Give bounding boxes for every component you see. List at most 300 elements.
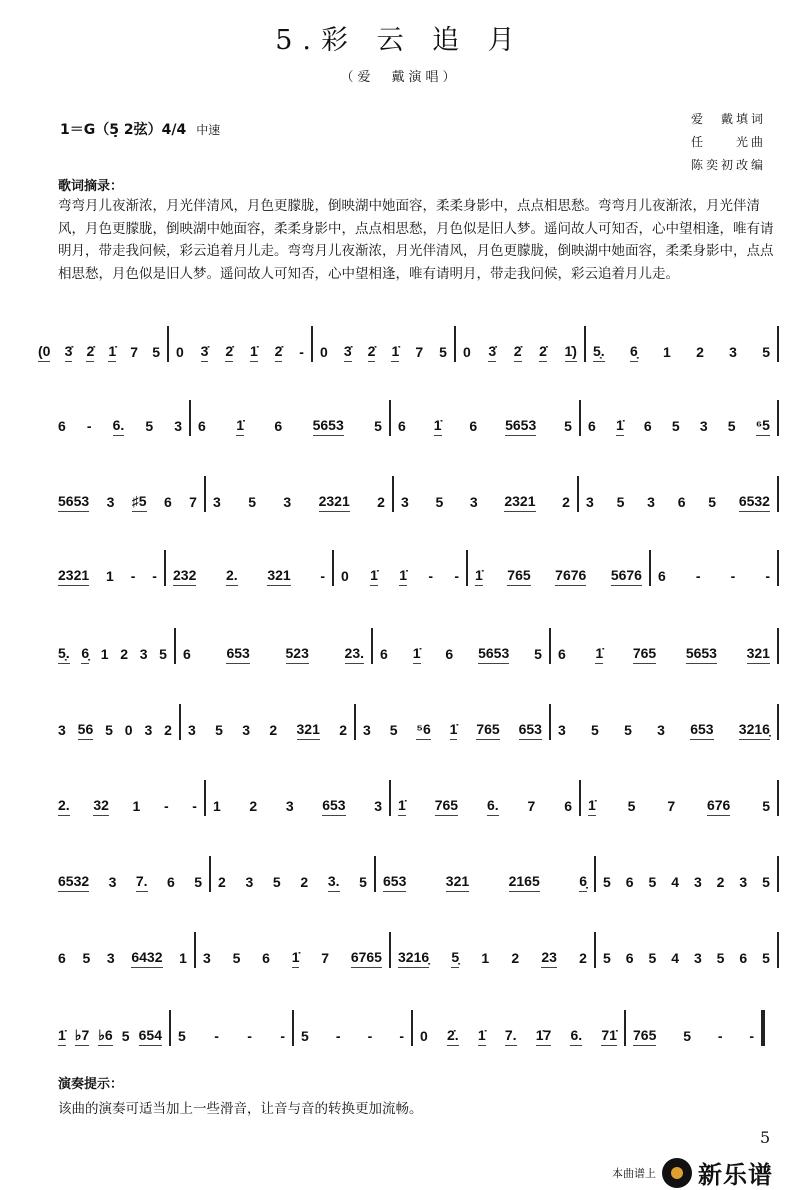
note-group: 1̇: [616, 417, 624, 436]
note-group: 2: [300, 874, 309, 890]
note-group: 1̇: [370, 567, 378, 586]
note-group: 5: [215, 722, 223, 738]
note-group: 3̇: [201, 343, 209, 362]
score-line: [0, 322, 800, 362]
note-group: 1̇7: [536, 1027, 552, 1046]
note-group: 6432: [131, 949, 162, 968]
barline: [761, 1010, 765, 1046]
note-group: 2321: [504, 493, 535, 512]
note-group: -: [86, 418, 92, 434]
note-group: -: [730, 568, 736, 584]
note-group: 3: [558, 722, 566, 738]
note-group: 3: [285, 798, 294, 814]
note-group: 232: [173, 567, 196, 586]
score-line: [0, 396, 800, 436]
note-group: 5: [762, 950, 770, 966]
note-group: 523: [286, 645, 309, 664]
measure: [50, 928, 195, 968]
key-signature: [60, 119, 220, 139]
note-group: 6: [274, 418, 283, 434]
note-group: 3: [139, 646, 148, 662]
measure: [595, 852, 778, 892]
note-group: 3216̣: [739, 721, 770, 740]
note-group: 6: [625, 950, 634, 966]
note-group: 7: [189, 494, 197, 510]
note-group: -: [299, 344, 304, 360]
measure: [333, 546, 467, 586]
note-group: 0: [320, 344, 328, 360]
note-group: 2̇: [275, 343, 283, 362]
note-group: 3: [469, 494, 478, 510]
note-group: 2321: [58, 567, 89, 586]
note-group: 5: [708, 494, 717, 510]
note-group: 3216̣: [398, 949, 429, 968]
note-group: 3: [188, 722, 196, 738]
singer: （爱 戴演唱）: [340, 70, 460, 85]
lyrics-text: 弯弯月儿夜渐浓，月光伴清风，月色更朦胧，倒映湖中她面容，柔柔身影中，点点相思愁。弯弯月儿夜渐浓，月光伴清风，月色更朦胧，倒映湖中她面容，柔柔身影中，点点相思愁，月色似是旧人梦。遥问故人可知否，心中望相逢，唯有请明月，带走我问候，彩云追着月儿走。弯弯月儿夜渐浓，月光伴清风，月色更朦胧，倒映湖中她面容，柔柔身影中，点点相思愁，月色似是旧人梦。遥问故人可知否，心中望相逢，唯有请明月，带走我问候，彩云追着月儿走。: [58, 198, 774, 282]
measure: [467, 546, 650, 586]
note-group: 6: [198, 418, 206, 434]
tempo: 中速: [196, 123, 221, 137]
measure: [50, 546, 165, 586]
note-group: 5: [121, 1028, 130, 1044]
note-group: 3: [106, 494, 115, 510]
note-group: 5653: [505, 417, 536, 436]
note-group: 2: [164, 722, 172, 738]
note-group: 5: [159, 646, 167, 662]
measure: [390, 396, 580, 436]
note-group: 1: [132, 798, 141, 814]
note-group: -: [428, 568, 433, 584]
note-group: 1̇: [399, 567, 407, 586]
note-group: 653: [519, 721, 542, 740]
note-group: 1: [481, 950, 490, 966]
measure: [412, 1006, 625, 1046]
note-group: 6: [469, 418, 478, 434]
note-group: -: [695, 568, 701, 584]
note-group: 6̣: [81, 645, 89, 664]
note-group: 765: [476, 721, 499, 740]
note-group: 7: [130, 344, 139, 360]
note-group: 5676: [611, 567, 642, 586]
note-group: ⁵6: [416, 721, 430, 740]
note-group: 6: [625, 874, 634, 890]
note-group: 6532: [739, 493, 770, 512]
note-group: ♯5: [132, 493, 147, 512]
barline: [777, 400, 779, 436]
note-group: 5: [762, 344, 770, 360]
note-group: 6: [658, 568, 666, 584]
measure: [650, 546, 778, 586]
note-group: 2.: [226, 567, 238, 586]
note-group: 6̣: [630, 343, 638, 362]
note-group: 2: [696, 344, 704, 360]
note-group: 5: [439, 344, 447, 360]
note-group: 2: [218, 874, 226, 890]
note-group: 1̇: [250, 343, 258, 362]
note-group: 5: [564, 418, 572, 434]
measure: [210, 852, 375, 892]
note-group: 5653: [686, 645, 717, 664]
note-group: 1̇: [478, 1027, 486, 1046]
note-group: 3̇: [344, 343, 352, 362]
note-group: 6: [558, 646, 566, 662]
measure: [585, 322, 778, 362]
barline: [777, 704, 779, 740]
note-group: 6: [643, 418, 652, 434]
measure: [580, 776, 778, 816]
note-group: 6: [380, 646, 388, 662]
note-group: 3.: [328, 873, 340, 892]
note-group: 2̇.: [447, 1027, 459, 1046]
note-group: 5: [627, 798, 636, 814]
note-group: 1̇: [588, 797, 596, 816]
score-line: [0, 700, 800, 740]
note-group: 5: [671, 418, 680, 434]
barline: [777, 628, 779, 664]
note-group: 6532: [58, 873, 89, 892]
measure: [165, 546, 333, 586]
note-group: 6: [739, 950, 748, 966]
note-group: 1̇): [565, 343, 577, 362]
note-group: 7.: [505, 1027, 517, 1046]
note-group: 1̇: [595, 645, 603, 664]
note-group: -: [454, 568, 459, 584]
note-group: -: [399, 1028, 404, 1044]
note-group: 5: [248, 494, 256, 510]
note-group: 5653: [478, 645, 509, 664]
measure: [50, 852, 210, 892]
note-group: 6̣: [579, 873, 587, 892]
note-group: ⁶5: [756, 417, 770, 436]
note-group: 6.: [113, 417, 125, 436]
note-group: 5: [82, 950, 91, 966]
note-group: 2̇: [368, 343, 376, 362]
measure: [312, 322, 455, 362]
note-group: 5: [534, 646, 542, 662]
barline: [777, 856, 779, 892]
note-group: 7.: [136, 873, 148, 892]
note-group: 2: [269, 722, 278, 738]
note-group: 6765: [351, 949, 382, 968]
credit-lyricist: 爱 戴填词: [690, 112, 766, 126]
barline: [777, 780, 779, 816]
note-group: (0: [38, 343, 50, 362]
note-group: 3: [739, 874, 748, 890]
note-group: 765: [435, 797, 458, 816]
note-group: 2165: [509, 873, 540, 892]
song-title: 5.彩 云 追 月: [275, 25, 525, 56]
note-group: 6: [445, 646, 454, 662]
note-group: 653: [383, 873, 406, 892]
note-group: 1̇: [434, 417, 442, 436]
tips-label: 演奏提示：: [58, 1077, 124, 1092]
note-group: 3: [699, 418, 708, 434]
note-group: 32: [93, 797, 109, 816]
note-group: 5: [727, 418, 736, 434]
note-group: 3: [363, 722, 371, 738]
note-group: 5: [232, 950, 241, 966]
measure: [293, 1006, 412, 1046]
note-group: 2: [579, 950, 587, 966]
note-group: 654: [139, 1027, 162, 1046]
note-group: 321: [446, 873, 469, 892]
score-line: [0, 928, 800, 968]
note-group: -: [214, 1028, 219, 1044]
barline: [777, 476, 779, 512]
note-group: 6: [166, 874, 175, 890]
measure: [390, 776, 580, 816]
note-group: -: [163, 798, 169, 814]
note-group: 4: [671, 874, 679, 890]
measure: [50, 700, 180, 740]
note-group: -: [130, 568, 136, 584]
measure: [50, 776, 205, 816]
note-group: 0: [420, 1028, 428, 1044]
note-group: 653: [690, 721, 713, 740]
note-group: 3: [729, 344, 737, 360]
score-line: [0, 624, 800, 664]
note-group: 1̇: [108, 343, 116, 362]
note-group: 5: [178, 1028, 186, 1044]
note-group: 3: [106, 950, 115, 966]
note-group: 5: [301, 1028, 309, 1044]
note-group: 7676: [555, 567, 586, 586]
measure: [455, 322, 585, 362]
measure: [50, 624, 175, 664]
note-group: 3: [108, 874, 117, 890]
note-group: 3: [401, 494, 409, 510]
barline: [777, 932, 779, 968]
note-group: -: [335, 1028, 341, 1044]
note-group: 5: [105, 722, 113, 738]
note-group: -: [765, 568, 770, 584]
score-line: [0, 546, 800, 586]
note-group: 3: [283, 494, 292, 510]
measure: [625, 1006, 762, 1046]
note-group: 3: [58, 722, 66, 738]
page-number: 5: [760, 1128, 771, 1147]
note-group: 6: [58, 950, 66, 966]
measure: [390, 928, 595, 968]
note-group: 2: [339, 722, 347, 738]
note-group: 2̇: [514, 343, 522, 362]
note-group: 6.: [570, 1027, 582, 1046]
note-group: 71̇: [601, 1027, 617, 1046]
note-group: 5: [435, 494, 444, 510]
note-group: 5: [762, 874, 770, 890]
note-group: 1: [106, 568, 114, 584]
note-group: 321: [267, 567, 290, 586]
note-group: 1̇: [398, 797, 406, 816]
note-group: 5: [762, 798, 770, 814]
note-group: -: [749, 1028, 754, 1044]
note-group: 676: [707, 797, 730, 816]
note-group: 1̇: [475, 567, 483, 586]
measure: [595, 928, 778, 968]
note-group: 2: [716, 874, 725, 890]
note-group: -: [192, 798, 197, 814]
note-group: ♭6: [98, 1027, 112, 1046]
note-group: 6: [262, 950, 270, 966]
note-group: 1̇: [58, 1027, 66, 1046]
note-group: 1̇: [413, 645, 421, 664]
note-group: 3: [242, 722, 251, 738]
note-group: 3: [144, 722, 153, 738]
note-group: 1: [100, 646, 109, 662]
note-group: 3: [693, 874, 702, 890]
note-group: 6: [588, 418, 596, 434]
brand-logo-text: 新乐谱: [698, 1161, 773, 1189]
key-text: 1＝G（5̣ 2弦）4/4: [60, 122, 187, 138]
note-group: 1̇: [292, 949, 300, 968]
note-group: 321: [747, 645, 770, 664]
note-group: 5: [152, 344, 160, 360]
note-group: 7: [415, 344, 424, 360]
measure: [205, 472, 393, 512]
measure: [372, 624, 550, 664]
note-group: 3: [586, 494, 594, 510]
note-group: 23.: [345, 645, 364, 664]
note-group: 765: [633, 645, 656, 664]
note-group: 0: [341, 568, 349, 584]
measure: [355, 700, 550, 740]
note-group: 2.: [58, 797, 70, 816]
note-group: 1: [663, 344, 671, 360]
note-group: 3: [174, 418, 182, 434]
note-group: 3: [647, 494, 655, 510]
note-group: 7: [667, 798, 676, 814]
note-group: ♭7: [75, 1027, 89, 1046]
note-group: 3: [213, 494, 221, 510]
note-group: 1: [213, 798, 221, 814]
note-group: 1̇: [450, 721, 458, 740]
note-group: 5: [683, 1028, 691, 1044]
measure: [190, 396, 390, 436]
score-line: [0, 776, 800, 816]
measure: [50, 1006, 170, 1046]
note-group: 5: [374, 418, 382, 434]
note-group: 23: [541, 949, 557, 968]
note-group: 1: [179, 950, 187, 966]
note-group: 5̣.: [58, 645, 70, 664]
note-group: -: [367, 1028, 373, 1044]
note-group: 3: [657, 722, 665, 738]
note-group: 3: [245, 874, 254, 890]
note-group: 7: [527, 798, 536, 814]
note-group: 6: [564, 798, 572, 814]
measure: [168, 322, 312, 362]
note-group: 6: [163, 494, 172, 510]
measure: [550, 624, 778, 664]
note-group: 5: [716, 950, 725, 966]
tips-text: 该曲的演奏可适当加上一些滑音，让音与音的转换更加流畅。: [58, 1101, 423, 1117]
measure: [580, 396, 778, 436]
barline: [777, 326, 779, 362]
footer-prefix: 本曲谱上: [612, 1166, 656, 1180]
credit-arranger: 陈奕初改编: [690, 158, 766, 172]
note-group: 3̇: [65, 343, 73, 362]
measure: [393, 472, 578, 512]
measure: [50, 472, 205, 512]
note-group: 5: [194, 874, 202, 890]
measure: [578, 472, 778, 512]
note-group: 2: [511, 950, 520, 966]
note-group: 5̣.: [593, 343, 605, 362]
lyrics-label: 歌词摘录：: [58, 179, 124, 194]
note-group: 2: [120, 646, 129, 662]
note-group: 56: [78, 721, 94, 740]
note-group: 0: [124, 722, 133, 738]
note-group: 5653: [58, 493, 89, 512]
note-group: 2̇: [225, 343, 233, 362]
measure: [180, 700, 355, 740]
barline: [777, 550, 779, 586]
note-group: -: [152, 568, 157, 584]
note-group: 5: [359, 874, 367, 890]
note-group: 5: [603, 874, 611, 890]
measure: [375, 852, 595, 892]
note-group: 3: [693, 950, 702, 966]
note-group: 2: [377, 494, 385, 510]
note-group: -: [717, 1028, 723, 1044]
score-line: [0, 852, 800, 892]
credit-composer: 任 光曲: [690, 135, 766, 149]
note-group: 5653: [313, 417, 344, 436]
note-group: 3: [374, 798, 382, 814]
note-group: 7: [321, 950, 330, 966]
note-group: -: [280, 1028, 285, 1044]
note-group: 0: [176, 344, 184, 360]
note-group: 5: [389, 722, 398, 738]
measure: [175, 624, 372, 664]
measure: [50, 396, 190, 436]
measure: [195, 928, 390, 968]
note-group: 765: [507, 567, 530, 586]
note-group: 1̇: [391, 343, 399, 362]
note-group: 5: [603, 950, 611, 966]
note-group: 5: [648, 950, 657, 966]
note-group: 5: [591, 722, 599, 738]
measure: [170, 1006, 293, 1046]
note-group: 4: [671, 950, 679, 966]
vinyl-record-icon: [662, 1158, 692, 1188]
note-group: 653: [322, 797, 345, 816]
note-group: 6: [58, 418, 66, 434]
note-group: -: [247, 1028, 252, 1044]
note-group: 5: [272, 874, 281, 890]
note-group: 6: [677, 494, 686, 510]
note-group: 2̇: [86, 343, 94, 362]
note-group: 321: [297, 721, 320, 740]
score-line: [0, 1006, 800, 1046]
note-group: 5̣: [451, 949, 459, 968]
measure: [550, 700, 778, 740]
note-group: 2: [562, 494, 570, 510]
score-line: [0, 472, 800, 512]
note-group: 653: [226, 645, 249, 664]
measure: [205, 776, 390, 816]
note-group: 5: [616, 494, 625, 510]
note-group: 6: [398, 418, 406, 434]
measure: [30, 322, 168, 362]
note-group: 3̇: [488, 343, 496, 362]
note-group: 0: [463, 344, 471, 360]
note-group: 1̇: [236, 417, 244, 436]
note-group: 765: [633, 1027, 656, 1046]
note-group: 5: [145, 418, 154, 434]
note-group: 5: [648, 874, 657, 890]
